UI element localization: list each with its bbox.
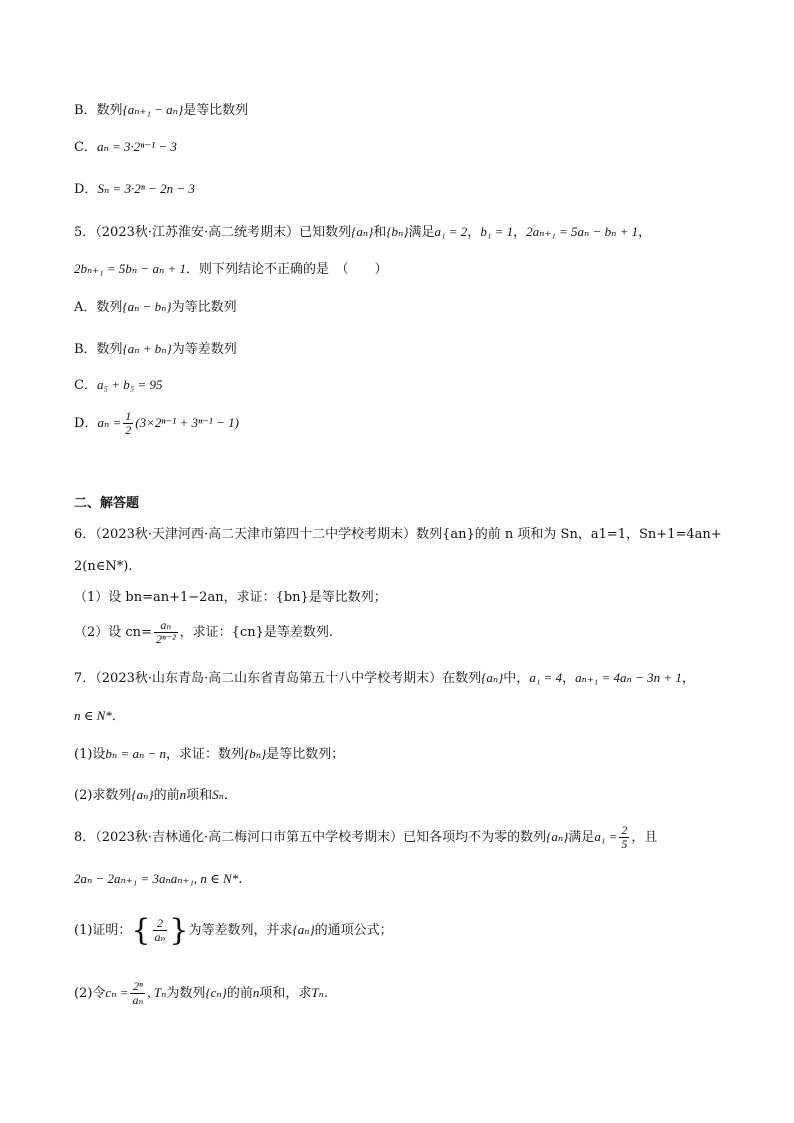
math-expression: {aₙ} [481,670,504,685]
fraction [130,980,145,1007]
question-text: 是等比数列； [266,747,345,762]
question-text: 为数列 [166,986,206,1001]
fraction-denominator: 2ⁿ⁻² [155,632,176,646]
fraction-numerator: aₙ [154,619,178,633]
question-text: ， [638,225,652,240]
question-5-option-d [74,408,239,439]
question-text: 的前 [153,788,180,803]
math-expression: (3×2ⁿ⁻¹ + 3ⁿ⁻¹ − 1) [135,415,239,430]
math-expression: {aₙ − bₙ} [122,299,172,314]
math-expression: aₙ = 3·2ⁿ⁻¹ − 3 [96,139,177,154]
option-label: C． [74,378,97,393]
left-brace: { [131,912,151,948]
question-8-part-1 [74,913,393,948]
fraction-numerator: 1 [125,409,132,423]
question-text: ， [513,225,527,240]
question-text: ． [111,709,125,724]
option-label: B．数列 [74,342,123,357]
option-c-line [74,137,177,158]
option-label: D． [74,182,98,197]
math-expression: Sₙ = 3·2ⁿ − 2n − 3 [97,181,195,196]
question-text: ，求证：{cn}是等差数列. [179,625,333,640]
question-5-option-b [74,339,237,360]
question-5-option-c [74,375,163,396]
right-brace: } [169,912,189,948]
fraction-numerator: 2 [153,917,168,931]
fraction-denominator: aₙ [132,993,144,1007]
question-7-stem [74,668,695,689]
math-expression: aₙ₊₁ = 4aₙ − 3n + 1 [575,670,682,685]
question-text: 5．（2023秋·江苏淮安·高二统考期末）已知数列 [74,225,352,240]
math-expression: {aₙ} [351,224,374,239]
math-expression: a₁ = 2 [434,224,468,239]
math-expression: bₙ = aₙ − n [105,746,167,761]
option-label: A．数列 [74,300,123,315]
fraction-denominator: 2 [125,423,132,437]
math-expression: n [179,787,187,802]
math-expression: {aₙ} [131,787,154,802]
question-text: 满足 [568,830,595,845]
question-5-stem-cont [74,259,388,280]
question-6-stem: 6．（2023秋·天津河西·高二天津市第四十二中学校考期末）数列{an}的前 n 项和为 Sn，a1=1，Sn+1=4an+ [74,527,722,542]
math-expression: cₙ = [105,985,129,1000]
math-expression: n [252,985,260,1000]
math-expression: {cₙ} [205,985,227,1000]
question-text: ， [467,225,481,240]
math-expression: {bₙ} [386,224,409,239]
question-text: 为等差数列，并求 [188,923,293,938]
fraction-numerator: 2ⁿ [130,980,145,994]
math-expression: b₁ = 1 [480,224,514,239]
fraction [619,824,629,851]
math-expression: 2aₙ₊₁ = 5aₙ − bₙ + 1 [526,224,639,239]
question-text: 项和 [186,788,213,803]
question-text: (2)令 [74,986,106,1001]
question-text: (1)证明： [74,923,132,938]
math-expression: {aₙ₊₁ − aₙ} [122,102,184,117]
math-expression: {aₙ} [546,829,569,844]
math-expression: Tₙ [311,985,324,1000]
question-8-stem-cont [74,869,242,890]
question-text: 满足 [408,225,435,240]
option-d-line [74,179,195,200]
question-text: 中， [503,671,530,686]
question-8-part-2 [74,978,328,1009]
question-text: . [323,986,328,1001]
math-expression: {aₙ + bₙ} [122,341,172,356]
question-text: ．则下列结论不正确的是 （ ） [186,262,388,277]
option-text: 为等比数列 [171,300,237,315]
section-heading: 二、解答题 [74,496,140,511]
question-5-stem [74,222,651,243]
fraction-denominator: aₙ [154,930,166,944]
question-6-stem-cont: 2(n∈N*). [74,559,133,574]
question-text: 项和，求 [259,986,312,1001]
option-label: D． [74,416,98,431]
question-7-part-2 [74,785,237,806]
question-text: ． [223,788,237,803]
math-expression: aₙ = [97,415,122,430]
option-label: C． [74,140,97,155]
math-expression: 2bₙ₊₁ = 5bₙ − aₙ + 1 [74,261,187,276]
math-expression: {bₙ} [244,746,267,761]
question-text: . [238,872,243,887]
math-expression: n ∈ N* [74,708,112,723]
fraction [123,410,133,437]
question-text: ， [681,671,695,686]
question-text: 的前 [226,986,253,1001]
fraction [153,917,168,944]
math-expression: Sₙ [212,787,224,802]
fraction [154,619,178,646]
question-6-part-1: （1）设 bn=an+1−2an，求证：{bn}是等比数列； [74,590,387,605]
question-text: (2)求数列 [74,788,132,803]
option-text: 为等差数列 [171,342,237,357]
option-label: B．数列 [74,103,123,118]
math-expression: a₁ = [594,829,618,844]
question-7-stem-cont [74,706,125,727]
question-8-stem [74,822,657,853]
question-5-option-a [74,297,237,318]
question-text: (1)设 [74,747,106,762]
question-text: 的通项公式； [314,923,393,938]
option-text: 是等比数列 [183,103,249,118]
option-b-line [74,100,248,121]
question-7-part-1 [74,744,344,765]
math-expression: a₁ = 4 [529,670,563,685]
math-expression: {aₙ} [292,922,315,937]
question-6-part-2 [74,618,333,648]
question-text: ，求证：数列 [166,747,245,762]
question-text: 8．（2023秋·吉林通化·高二梅河口市第五中学校考期末）已知各项均不为零的数列 [74,830,547,845]
question-text: ，且 [631,830,658,845]
math-expression: , Tₙ [147,985,167,1000]
question-text: 7．（2023秋·山东青岛·高二山东省青岛第五十八中学校考期末）在数列 [74,671,482,686]
question-text: 和 [373,225,387,240]
math-expression: a₅ + b₅ = 95 [96,377,163,392]
math-expression: 2aₙ − 2aₙ₊₁ = 3aₙaₙ₊₁, n ∈ N* [74,871,239,886]
question-text: （2）设 cn= [74,625,152,640]
fraction-numerator: 2 [621,823,628,837]
question-text: ， [562,671,576,686]
fraction-denominator: 5 [621,837,628,851]
